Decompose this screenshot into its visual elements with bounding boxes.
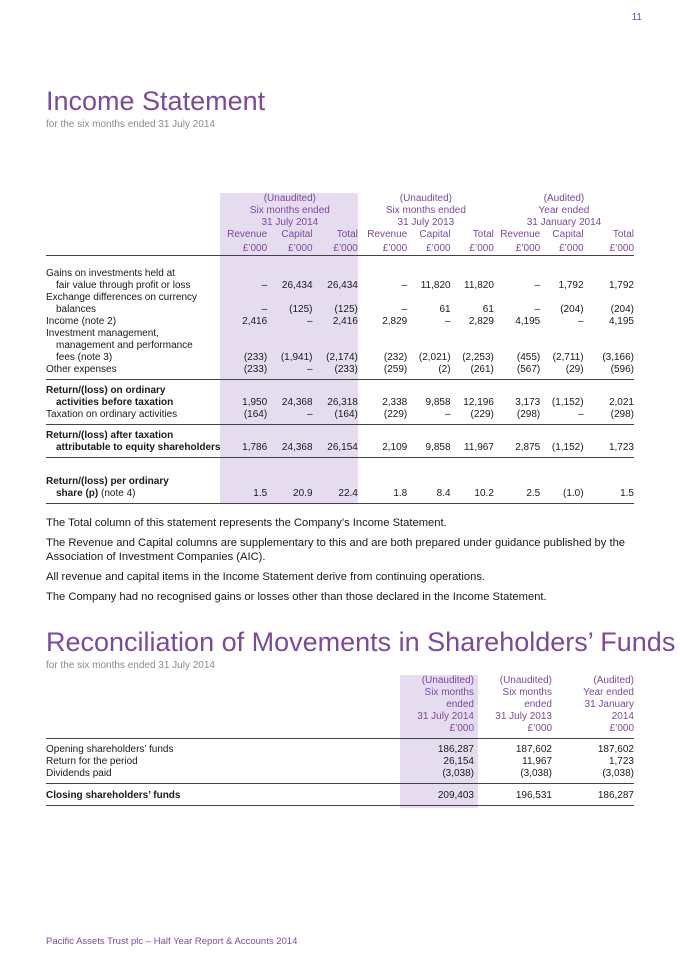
- table-cell: (164): [222, 409, 267, 425]
- table-cell: (2,253): [462, 352, 494, 363]
- table-cell: 196,531: [478, 784, 556, 806]
- table-cell: –: [540, 409, 583, 425]
- row-label: fair value through profit or loss: [56, 280, 191, 291]
- table-cell: 24,368: [281, 397, 313, 408]
- table-cell: (596): [584, 364, 634, 380]
- table-cell: 2,416: [332, 316, 358, 327]
- row-label: Taxation on ordinary activities: [46, 409, 222, 425]
- header-row: [46, 687, 634, 699]
- table-cell: 2,021: [608, 397, 634, 408]
- table-row: [46, 364, 634, 380]
- table-cell: 9,858: [407, 442, 450, 458]
- page-footer: Pacific Assets Trust plc – Half Year Report & Accounts 2014: [46, 936, 298, 947]
- table-cell: 1,786: [222, 442, 267, 458]
- column-unit: £’000: [584, 241, 634, 256]
- table-cell: 2,416: [242, 316, 268, 327]
- period-date: 31 July 2013: [397, 217, 455, 228]
- table-cell: 11,967: [451, 442, 494, 458]
- row-label: Dividends paid: [46, 768, 400, 784]
- table-cell: (29): [540, 364, 583, 380]
- column-header: Total: [612, 229, 634, 240]
- column-unit: £’000: [494, 241, 540, 256]
- period-status: (Audited): [543, 193, 585, 204]
- table-cell: (233): [222, 364, 267, 380]
- table-row: [46, 352, 634, 364]
- section-subtitle: for the six months ended 31 July 2014: [46, 660, 215, 671]
- table-cell: –: [534, 280, 541, 291]
- table-cell: 4,195: [608, 316, 634, 327]
- table-row: [46, 380, 634, 398]
- column-header: 31 January: [584, 699, 634, 710]
- table-cell: (298): [584, 409, 634, 425]
- column-header: Total: [472, 229, 494, 240]
- table-cell: (2,174): [326, 352, 358, 363]
- table-cell: –: [267, 409, 312, 425]
- table-cell: 61: [439, 304, 451, 315]
- table-cell: (298): [494, 409, 540, 425]
- column-header: Total: [336, 229, 358, 240]
- table-cell: (204): [610, 304, 634, 315]
- table-row: [46, 768, 634, 784]
- table-cell: (2): [407, 364, 450, 380]
- table-cell: –: [534, 304, 541, 315]
- table-cell: 22.4: [313, 488, 358, 504]
- table-cell: (1,152): [551, 397, 584, 408]
- table-cell: (125): [334, 304, 358, 315]
- reconciliation-table: [46, 675, 634, 806]
- column-header: Revenue: [367, 229, 408, 240]
- table-cell: (204): [560, 304, 584, 315]
- column-header: 2014: [611, 711, 634, 722]
- page-title: Income Statement: [46, 86, 266, 116]
- note-paragraph: All revenue and capital items in the Income Statement derive from continuing operations.: [46, 571, 486, 583]
- column-header: Revenue: [227, 229, 268, 240]
- column-header: Six months: [502, 687, 552, 698]
- table-cell: (2,021): [418, 352, 451, 363]
- period-label: Six months ended: [385, 205, 466, 216]
- table-cell: 1.8: [358, 488, 407, 504]
- period-line2-row: [46, 217, 634, 229]
- header-row: [46, 723, 634, 739]
- column-header: Revenue: [500, 229, 541, 240]
- table-cell: 2,109: [358, 442, 407, 458]
- table-row: [46, 397, 634, 409]
- column-unit: £’000: [313, 241, 358, 256]
- table-cell: (259): [358, 364, 407, 380]
- table-cell: (3,166): [602, 352, 634, 363]
- period-status: (Unaudited): [263, 193, 316, 204]
- table-cell: 2,829: [382, 316, 408, 327]
- table-cell: 186,287: [556, 784, 634, 806]
- row-label: Return/(loss) per ordinary: [46, 476, 169, 487]
- column-name-row: [46, 229, 634, 241]
- row-label: Closing shareholders’ funds: [46, 784, 400, 806]
- table-cell: 11,820: [464, 280, 494, 291]
- table-cell: (455): [516, 352, 541, 363]
- row-label: Gains on investments held at: [46, 268, 175, 279]
- row-label: Other expenses: [46, 364, 222, 380]
- page-subtitle: for the six months ended 31 July 2014: [46, 119, 215, 130]
- table-cell: –: [401, 280, 408, 291]
- table-row: [46, 268, 634, 280]
- table-row: [46, 425, 634, 443]
- note-paragraph: The Company had no recognised gains or losses other than those declared in the Income Statement.: [46, 591, 547, 603]
- row-label: Exchange differences on currency: [46, 292, 198, 303]
- header-row: [46, 675, 634, 687]
- table-cell: (3,038): [400, 768, 478, 784]
- table-cell: –: [306, 316, 313, 327]
- table-row: [46, 458, 634, 489]
- table-cell: 24,368: [267, 442, 312, 458]
- table-cell: 2,875: [494, 442, 540, 458]
- table-cell: 61: [482, 304, 494, 315]
- column-header: Capital: [552, 229, 584, 240]
- table-row: [46, 292, 634, 304]
- row-label: share (p): [56, 488, 99, 499]
- column-header: (Unaudited): [499, 675, 552, 686]
- table-cell: 2,338: [382, 397, 408, 408]
- table-cell: 209,403: [400, 784, 478, 806]
- table-cell: –: [261, 280, 268, 291]
- table-cell: (125): [289, 304, 313, 315]
- column-unit: £’000: [400, 723, 478, 739]
- table-row: [46, 409, 634, 425]
- row-label: activities before taxation: [56, 397, 174, 408]
- period-date: 31 July 2014: [261, 217, 319, 228]
- column-unit-row: [46, 241, 634, 256]
- column-unit: £’000: [358, 241, 407, 256]
- table-cell: 1.5: [584, 488, 634, 504]
- row-label: Return/(loss) on ordinary: [46, 385, 166, 396]
- row-label: balances: [56, 304, 97, 315]
- table-row: [46, 739, 634, 757]
- header-row: [46, 699, 634, 711]
- table-cell: 1,792: [608, 280, 634, 291]
- table-row: [46, 328, 634, 340]
- table-cell: –: [407, 409, 450, 425]
- table-cell: 10.2: [451, 488, 494, 504]
- table-cell: (261): [451, 364, 494, 380]
- table-row: [46, 280, 634, 292]
- table-cell: 4,195: [515, 316, 541, 327]
- table-row: [46, 488, 634, 504]
- table-cell: 26,434: [281, 280, 313, 291]
- table-cell: (567): [494, 364, 540, 380]
- table-row: [46, 756, 634, 768]
- column-header: Capital: [419, 229, 451, 240]
- table-cell: (1,941): [280, 352, 313, 363]
- row-label: management and performance: [56, 340, 193, 351]
- table-cell: 1,792: [558, 280, 584, 291]
- table-cell: –: [401, 304, 408, 315]
- table-cell: 187,602: [597, 744, 634, 755]
- table-cell: 26,434: [327, 280, 358, 291]
- table-cell: 26,318: [327, 397, 358, 408]
- column-header: (Unaudited): [421, 675, 474, 686]
- column-header: Six months: [424, 687, 474, 698]
- table-row: [46, 304, 634, 316]
- row-label: Opening shareholders’ funds: [46, 744, 174, 755]
- table-cell: 186,287: [437, 744, 474, 755]
- column-header: 31 July 2013: [495, 711, 552, 722]
- table-cell: 26,154: [313, 442, 358, 458]
- page-number: 11: [631, 12, 642, 23]
- period-label: Six months ended: [249, 205, 330, 216]
- row-label: Income (note 2): [46, 316, 117, 327]
- table-cell: 12,196: [463, 397, 494, 408]
- section-title: Reconciliation of Movements in Shareholders’ Funds: [46, 627, 676, 657]
- table-cell: 1,950: [242, 397, 268, 408]
- table-cell: –: [267, 364, 312, 380]
- row-note: (note 4): [98, 488, 136, 499]
- table-cell: (3,038): [478, 768, 556, 784]
- row-label: fees (note 3): [56, 352, 113, 363]
- row-label: attributable to equity shareholders: [46, 442, 222, 458]
- column-header: ended: [524, 699, 552, 710]
- column-header: Capital: [281, 229, 313, 240]
- table-cell: 1.5: [222, 488, 267, 504]
- table-cell: 11,967: [522, 756, 552, 767]
- period-label: Year ended: [538, 205, 590, 216]
- table-cell: (233): [313, 364, 358, 380]
- table-cell: 187,602: [515, 744, 552, 755]
- table-cell: –: [578, 316, 584, 327]
- table-cell: 1,723: [608, 756, 634, 767]
- period-date: 31 January 2014: [526, 217, 602, 228]
- income-statement-table: [46, 193, 634, 504]
- table-cell: 1,723: [584, 442, 634, 458]
- table-cell: (3,038): [556, 768, 634, 784]
- column-header: (Audited): [593, 675, 634, 686]
- column-unit: £’000: [556, 723, 634, 739]
- total-row: [46, 784, 634, 806]
- period-status: (Unaudited): [399, 193, 452, 204]
- row-label: Return/(loss) after taxation: [46, 430, 174, 441]
- table-cell: (232): [383, 352, 408, 363]
- table-cell: 2.5: [494, 488, 540, 504]
- column-unit: £’000: [267, 241, 312, 256]
- table-cell: 9,858: [425, 397, 451, 408]
- table-cell: (164): [313, 409, 358, 425]
- table-row: [46, 316, 634, 328]
- table-cell: 26,154: [443, 756, 474, 767]
- table-row: [46, 340, 634, 352]
- income-notes: [46, 516, 638, 610]
- table-cell: (229): [451, 409, 494, 425]
- table-cell: 2,829: [468, 316, 494, 327]
- table-cell: (1.0): [540, 488, 583, 504]
- note-paragraph: The Total column of this statement represents the Company’s Income Statement.: [46, 517, 447, 529]
- column-header: 31 July 2014: [417, 711, 474, 722]
- table-cell: –: [445, 316, 451, 327]
- column-header: ended: [446, 699, 474, 710]
- period-status-row: [46, 193, 634, 205]
- column-unit: £’000: [451, 241, 494, 256]
- period-line1-row: [46, 205, 634, 217]
- table-cell: (2,711): [552, 352, 584, 363]
- row-label: Return for the period: [46, 756, 138, 767]
- table-cell: 11,820: [420, 280, 451, 291]
- table-row: [46, 442, 634, 458]
- row-label: Investment management,: [46, 328, 159, 339]
- table-cell: (229): [358, 409, 407, 425]
- table-cell: 3,173: [515, 397, 541, 408]
- column-unit: £’000: [407, 241, 450, 256]
- column-unit: £’000: [540, 241, 583, 256]
- table-cell: 8.4: [407, 488, 450, 504]
- table-cell: (233): [243, 352, 268, 363]
- column-unit: £’000: [222, 241, 267, 256]
- note-paragraph: The Revenue and Capital columns are supplementary to this and are both prepared under guidance published by the Association of Investment Companies (AIC).: [46, 537, 626, 563]
- column-header: Year ended: [583, 687, 634, 698]
- column-unit: £’000: [478, 723, 556, 739]
- table-cell: (1,152): [540, 442, 583, 458]
- table-cell: 20.9: [267, 488, 312, 504]
- header-row: [46, 711, 634, 723]
- table-cell: –: [261, 304, 268, 315]
